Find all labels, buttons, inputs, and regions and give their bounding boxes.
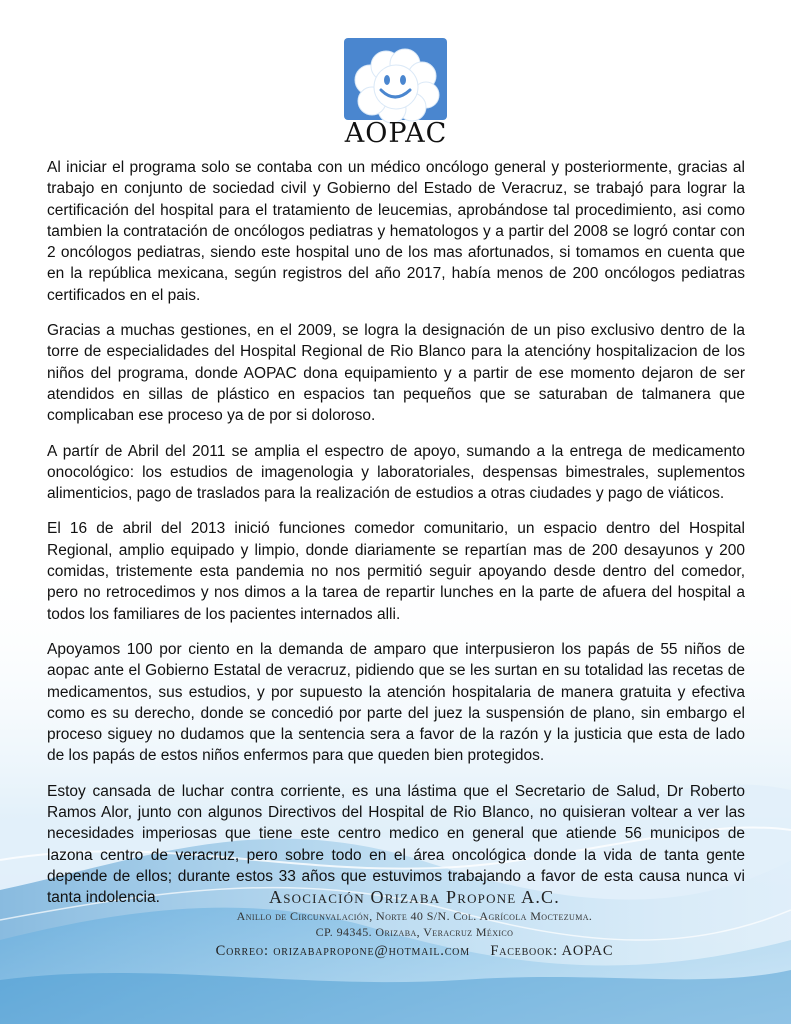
logo-text: AOPAC [344,118,448,149]
contact-line [38,940,791,962]
address-line-1: Anillo de Circunvalación, Norte 40 S/N. Col. Agrícola Moctezuma. [236,909,593,923]
paragraph-6: Estoy cansada de luchar contra corriente, es una lástima que el Secretario de Salud, Dr Roberto Ramos Alor, junto con algunos Directivos del Hospital de Rio Blanco, no quisieran voltear a ver las necesidades imperiosas que tiene este centro medico en general que atiende 56 municipos de lazona centro de veracruz, pero sobre todo en el área oncológica donde la vida de tanta gente depende de ellos; durante estos 33 años que estuvimos trabajando a favor de esta causa nunca vi tanta indolencia. [47,782,745,907]
facebook-contact: Facebook: AOPAC [490,943,614,959]
paragraph-5: Apoyamos 100 por ciento en la demanda de amparo que interpusieron los papás de 55 niños de aopac ante el Gobierno Estatal de veracruz, pidiendo que se les surtan en su totalidad las recetas de medicamentos, sus estudios, y por supuesto la atención hospitalaria de manera gratuita y efectiva como es su derecho, donde se concedió por parte del juez la suspensión de plano, sin embargo el proceso siguey no dudamos que la sentencia sera a favor de la razón y la justicia que esta de lado de los papás de estos niños enfermos para que queden bien protegidos. [47,640,745,765]
letter-body [47,157,745,923]
email-contact: Correo: orizabapropone@hotmail.com [215,943,470,959]
address-line-2: CP. 94345. Orizaba, Veracruz México [315,925,514,939]
paragraph-3: A partír de Abril del 2011 se amplia el espectro de apoyo, sumando a la entrega de medicamento onocológico: los estudios de imagenologia y laboratoriales, despensas bimestrales, suplementos alimenticios, pago de traslados para la realización de estudios a otras ciudades y pago de viáticos. [47,442,745,503]
paragraph-1: Al iniciar el programa solo se contaba con un médico oncólogo general y posteriormente, gracias al trabajo en conjunto de sociedad civil y Gobierno del Estado de Veracruz, se trabajó para lograr la certificación del hospital para el tratamiento de leucemias, aprobándose tal procedimiento, asi como tambien la contratación de oncólogos pediatras y hematologos y a partir del 2008 se logró contar con 2 oncólogos pediatras, siendo este hospital uno de los mas afortunados, si tomamos en cuenta que en la república mexicana, según registros del año 2017, había menos de 200 oncólogos pediatras certificados en el pais. [47,159,745,304]
paragraph-2: Gracias a muchas gestiones, en el 2009, se logra la designación de un piso exclusivo dentro de la torre de especialidades del Hospital Regional de Rio Blanco para la atencióny hospitalizacion de los niños del programa, donde AOPAC dona equipamiento y a partir de ese momento dejaron de ser atendidos en sillas de plástico en espacios tan pequeños que se saturaban de talmanera que complicaban ese proceso ya de por si doloroso. [47,322,745,425]
aopac-logo [334,38,458,150]
paragraph-4: El 16 de abril del 2013 inició funciones comedor comunitario, un espacio dentro del Hospital Regional, amplio equipado y limpio, donde diariamente se repartían mas de 200 desayunos y 200 comidas, tristemente esta pandemia no nos permitió seguir apoyando desde dentro del comedor, pero no retrocedimos y nos dimos a la tarea de repartir lunches en la parte de afuera del hospital a todos los familiares de los pacientes internados alli. [47,520,745,623]
organization-name: Asociación Orizaba Propone A.C. [269,887,560,907]
letter-footer [0,886,791,962]
